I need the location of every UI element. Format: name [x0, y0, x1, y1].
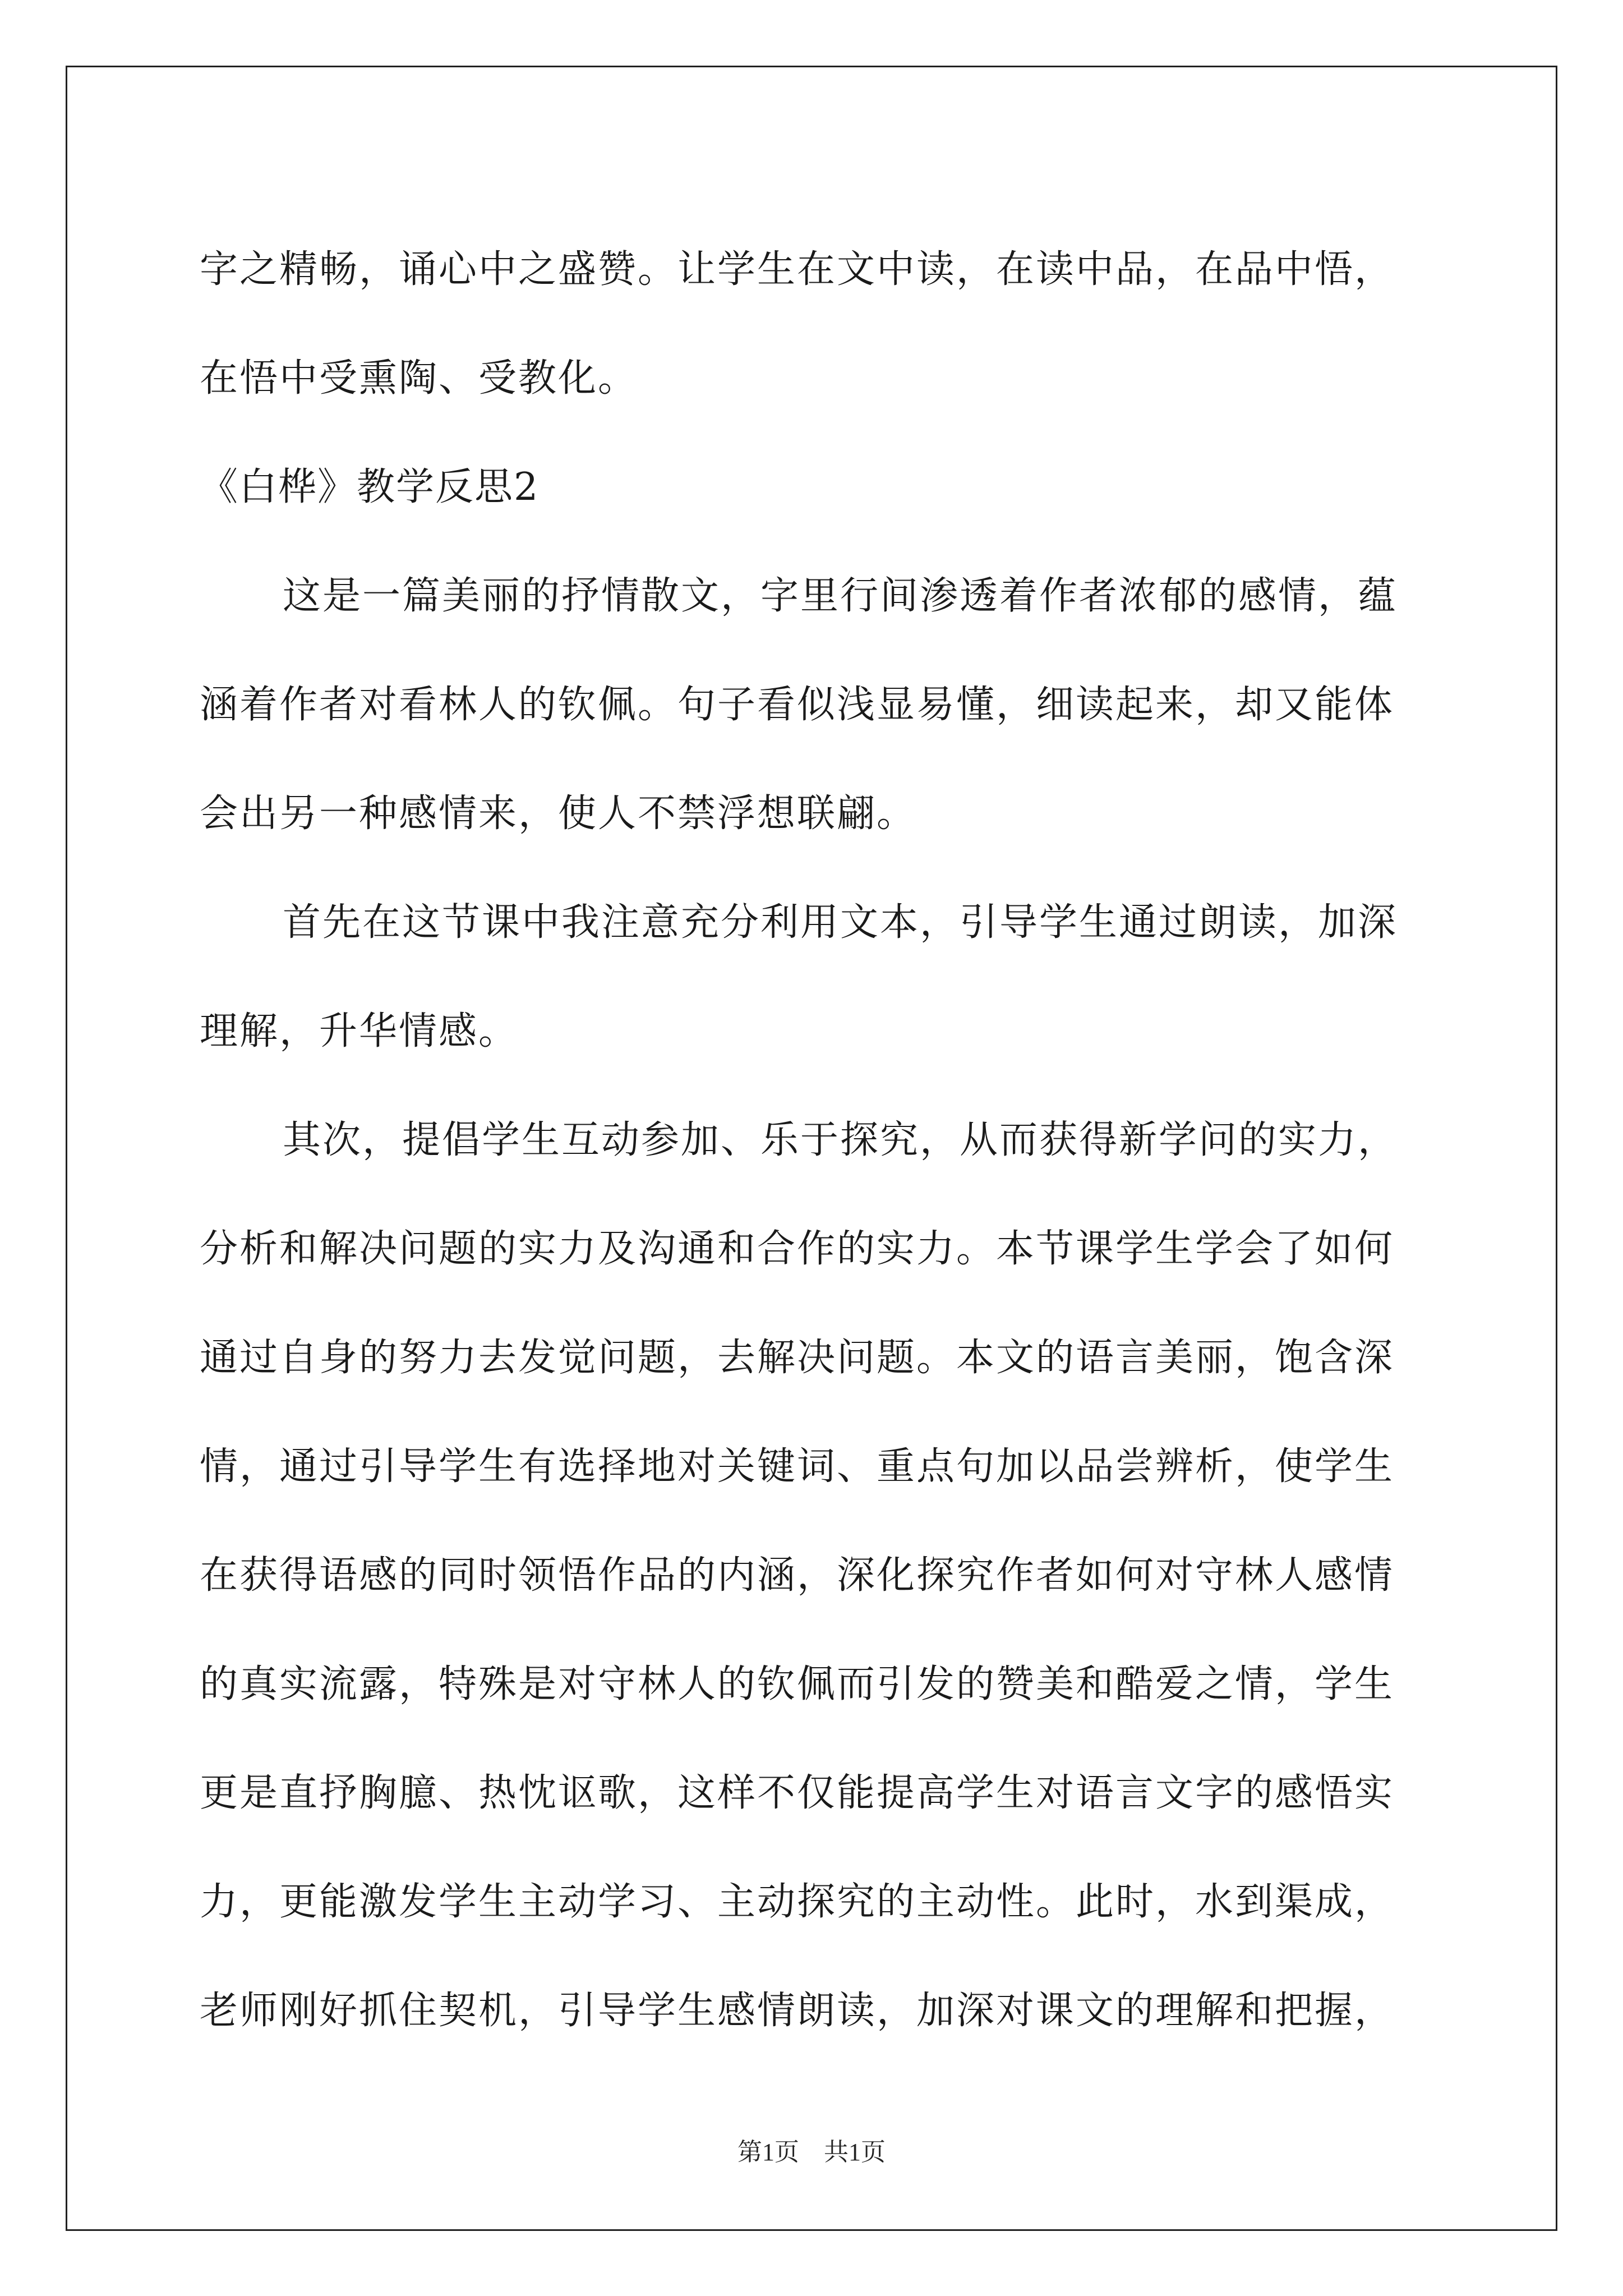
- text-line: 在获得语感的同时领悟作品的内涵，深化探究作者如何对守林人感情: [200, 1553, 1395, 1598]
- text-line: 理解，升华情感。: [200, 1009, 519, 1053]
- document-body: [200, 215, 1431, 2065]
- text-line: 力，更能激发学生主动学习、主动探究的主动性。此时，水到渠成，: [200, 1880, 1395, 1924]
- text-line: 在悟中受熏陶、受教化。: [200, 356, 638, 401]
- section-heading: 《白桦》教学反思2: [200, 465, 540, 509]
- text-line: 更是直抒胸臆、热忱讴歌，这样不仅能提高学生对语言文字的感悟实: [200, 1771, 1395, 1815]
- text-line: 涵着作者对看林人的钦佩。句子看似浅显易懂，细读起来，却又能体: [200, 683, 1395, 727]
- page-footer: [0, 2132, 1623, 2168]
- text-line: 通过自身的努力去发觉问题，去解决问题。本文的语言美丽，饱含深: [200, 1336, 1395, 1380]
- text-line: 分析和解决问题的实力及沟通和合作的实力。本节课学生学会了如何: [200, 1227, 1395, 1271]
- text-line: 情，通过引导学生有选择地对关键词、重点句加以品尝辨析，使学生: [200, 1444, 1395, 1489]
- text-line: 字之精畅，诵心中之盛赞。让学生在文中读，在读中品，在品中悟，: [200, 247, 1395, 292]
- text-line: 会出另一种感情来，使人不禁浮想联翩。: [200, 792, 917, 836]
- text-line: 的真实流露，特殊是对守林人的钦佩而引发的赞美和酷爱之情，学生: [200, 1662, 1395, 1706]
- total-pages: 共1页: [824, 2138, 886, 2166]
- text-line: 老师刚好抓住契机，引导学生感情朗读，加深对课文的理解和把握，: [200, 1989, 1395, 2033]
- paragraph-first-line: 首先在这节课中我注意充分利用文本，引导学生通过朗读，加深: [283, 900, 1398, 945]
- page-number: 第1页: [737, 2138, 799, 2166]
- paragraph-first-line: 这是一篇美丽的抒情散文，字里行间渗透着作者浓郁的感情，蕴: [283, 574, 1398, 618]
- paragraph-first-line: 其次，提倡学生互动参加、乐于探究，从而获得新学问的实力，: [283, 1118, 1398, 1162]
